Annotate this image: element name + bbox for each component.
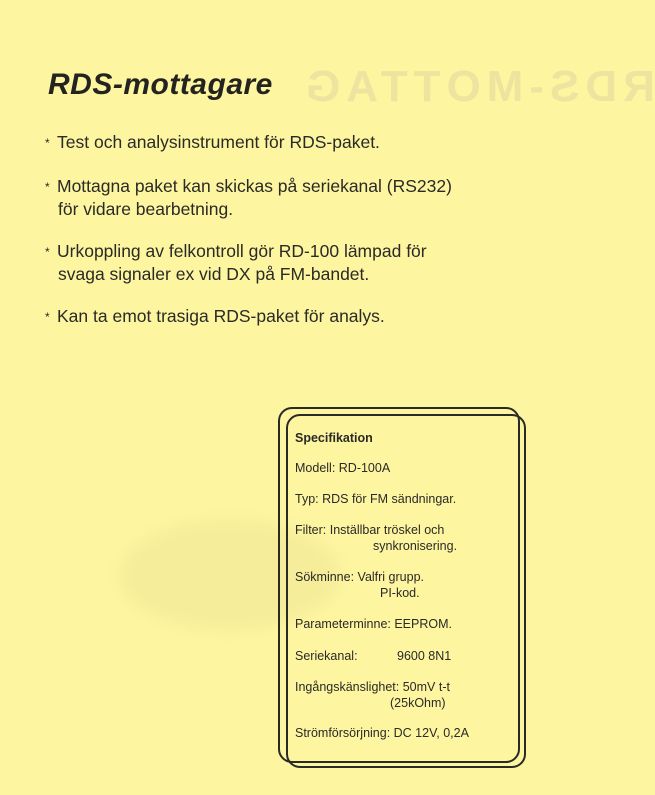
- page-title: RDS-mottagare: [48, 68, 273, 101]
- bullet-text-continuation: för vidare bearbetning.: [58, 199, 234, 219]
- bullet-text-continuation: svaga signaler ex vid DX på FM-bandet.: [58, 264, 370, 284]
- bullet-item: [45, 175, 545, 220]
- bullet-text: Test och analysinstrument för RDS-paket.: [57, 132, 380, 152]
- bullet-text: Kan ta emot trasiga RDS-paket för analys.: [57, 306, 385, 326]
- bullet-item: [45, 305, 545, 328]
- bullet-text: Urkoppling av felkontroll gör RD-100 lämpad för: [57, 241, 427, 261]
- spec-serial-label: Seriekanal:: [295, 649, 358, 663]
- bullet-star-icon: *: [45, 136, 50, 150]
- bullet-star-icon: *: [45, 310, 50, 324]
- spec-filter-continuation: synkronisering.: [373, 539, 458, 553]
- spec-type: Typ: RDS för FM sändningar.: [295, 492, 457, 506]
- bullet-text: Mottagna paket kan skickas på seriekanal (RS232): [57, 176, 452, 196]
- bullet-item: [45, 240, 545, 285]
- spec-sensitivity: Ingångskänslighet: 50mV t-t: [295, 680, 450, 694]
- spec-power: Strömförsörjning: DC 12V, 0,2A: [295, 726, 469, 740]
- spec-search-memory: Sökminne: Valfri grupp.: [295, 570, 424, 584]
- spec-parameter-memory: Parameterminne: EEPROM.: [295, 617, 452, 631]
- show-through-text: RDS-MOTTAG: [300, 62, 655, 111]
- spec-search-memory-continuation: PI-kod.: [380, 586, 420, 600]
- spec-model: Modell: RD-100A: [295, 461, 391, 475]
- spec-heading: Specifikation: [295, 431, 373, 445]
- bullet-item: [45, 131, 545, 154]
- spec-serial-value: 9600 8N1: [397, 649, 452, 663]
- spec-sensitivity-continuation: (25kOhm): [390, 696, 446, 710]
- bullet-star-icon: *: [45, 245, 50, 259]
- spec-filter: Filter: Inställbar tröskel och: [295, 523, 445, 537]
- bullet-star-icon: *: [45, 180, 50, 194]
